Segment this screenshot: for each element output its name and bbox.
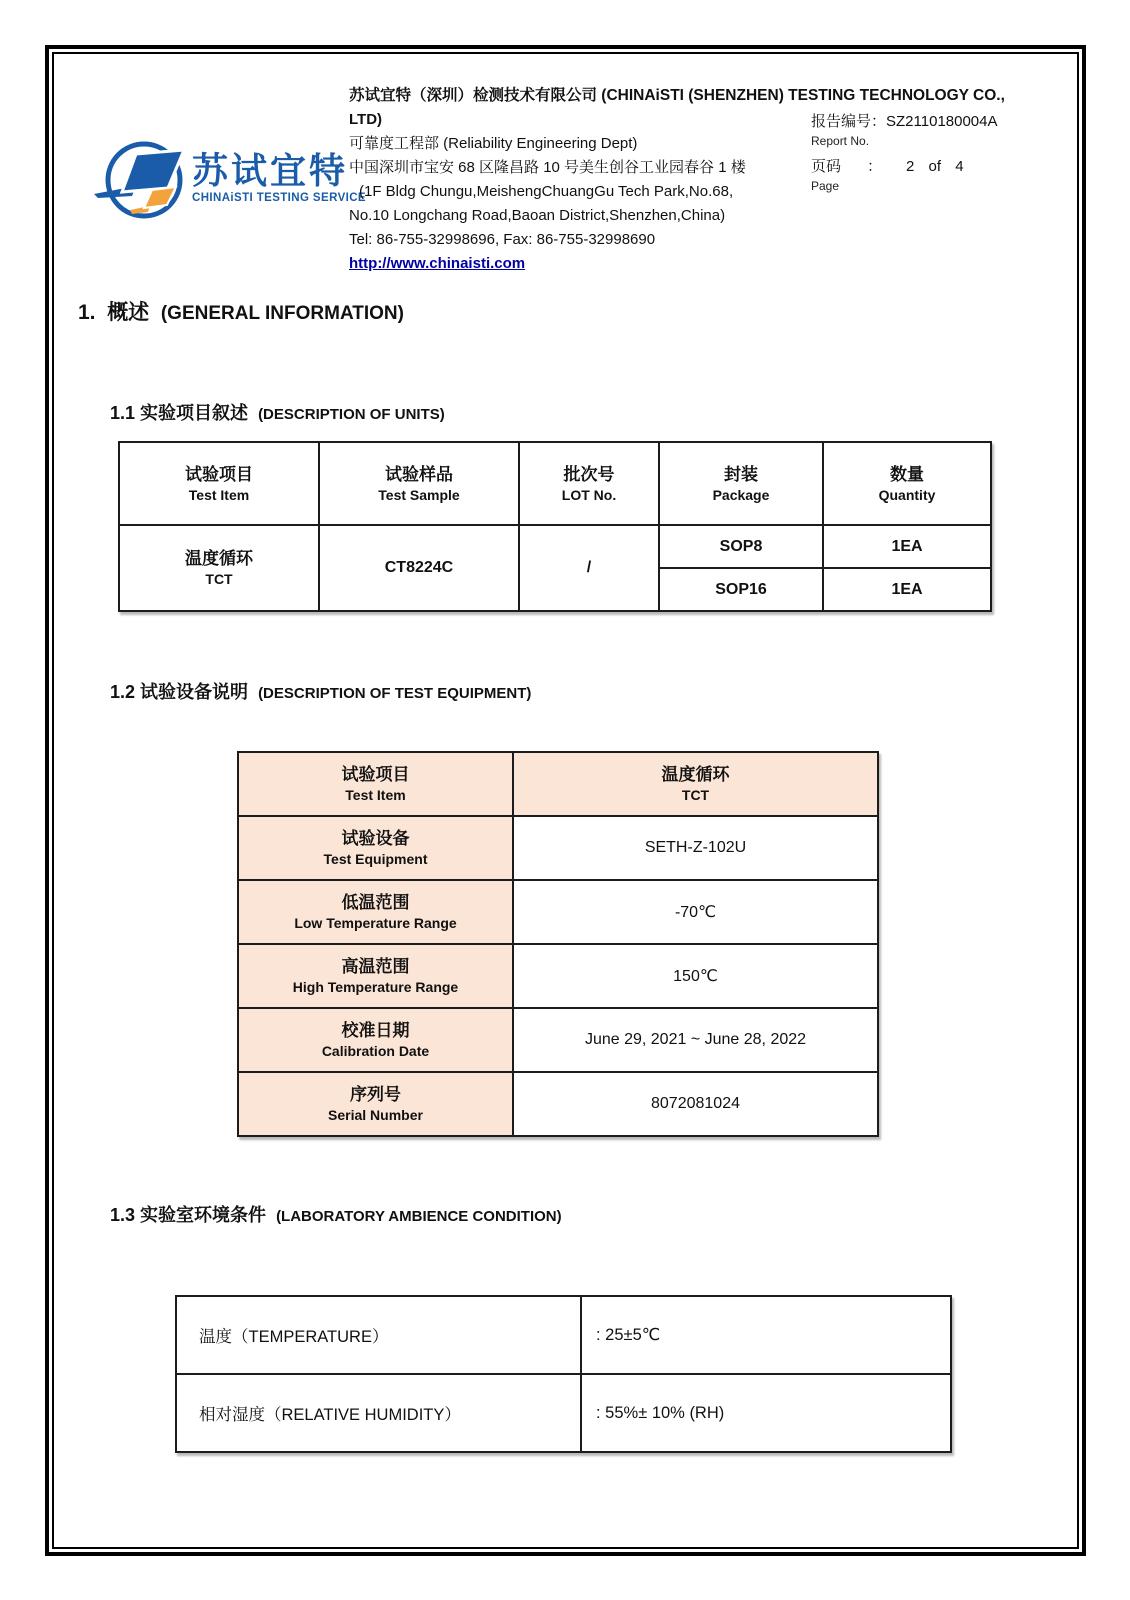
units-header-quantity: 数量 Quantity	[823, 442, 991, 525]
ambience-label-temperature: 温度（TEMPERATURE）	[176, 1296, 581, 1374]
units-cell-package-sop16: SOP16	[659, 568, 823, 611]
equipment-label-serial-number: 序列号 Serial Number	[238, 1072, 513, 1136]
ambience-value-humidity: : 55%± 10% (RH)	[581, 1374, 951, 1452]
units-header-test-sample: 试验样品 Test Sample	[319, 442, 519, 525]
units-cell-test-sample: CT8224C	[319, 525, 519, 611]
ambience-table	[175, 1295, 952, 1453]
logo-subtitle: CHINAiSTI TESTING SERVICE	[192, 192, 367, 205]
units-header-test-item: 试验项目 Test Item	[119, 442, 319, 525]
equipment-label-high-temp: 高温范围 High Temperature Range	[238, 944, 513, 1008]
company-name-line2: LTD)	[349, 111, 383, 128]
page-border-inner	[52, 52, 1079, 1549]
ambience-value-temperature: : 25±5℃	[581, 1296, 951, 1374]
company-website-link[interactable]: http://www.chinaisti.com	[349, 255, 526, 272]
units-cell-package-sop8: SOP8	[659, 525, 823, 568]
page-label: 页码	[811, 158, 842, 175]
report-no-sublabel: Report No.	[811, 134, 870, 148]
equipment-row-low-temp	[238, 880, 878, 944]
section-1-3-heading: 1.3 实验室环境条件 (LABORATORY AMBIENCE CONDITION)	[110, 1205, 562, 1225]
page-sublabel: Page	[811, 179, 840, 193]
units-header-lot-no: 批次号 LOT No.	[519, 442, 659, 525]
units-cell-quantity-sop8: 1EA	[823, 525, 991, 568]
address-zh: 中国深圳市宝安 68 区隆昌路 10 号美生创谷工业园春谷 1 楼	[349, 159, 746, 176]
page-number: 2 of 4	[906, 158, 964, 175]
equipment-label-calibration-date: 校准日期 Calibration Date	[238, 1008, 513, 1072]
equipment-row-serial-number	[238, 1072, 878, 1136]
units-table-header-row	[119, 442, 991, 525]
ambience-row-humidity	[176, 1374, 951, 1452]
equipment-value-test-item: 温度循环 TCT	[513, 752, 878, 816]
section-1-2-heading: 1.2 试验设备说明 (DESCRIPTION OF TEST EQUIPMENT)	[110, 682, 532, 702]
logo-swoosh-icon	[92, 136, 188, 220]
address-en-line2: No.10 Longchang Road,Baoan District,Shenzhen,China)	[349, 207, 726, 224]
equipment-value-test-equipment: SETH-Z-102U	[513, 816, 878, 880]
equipment-table	[237, 751, 879, 1137]
units-cell-lot-no: /	[519, 525, 659, 611]
section-1-heading: 1. 概述 (GENERAL INFORMATION)	[78, 301, 404, 324]
report-no-label: 报告编号：	[811, 113, 887, 130]
report-header	[54, 54, 1077, 276]
units-cell-test-item: 温度循环 TCT	[119, 525, 319, 611]
equipment-value-high-temp: 150℃	[513, 944, 878, 1008]
address-en-line1: (1F Bldg Chungu,MeishengChuangGu Tech Park,No.68,	[359, 183, 734, 200]
equipment-label-low-temp: 低温范围 Low Temperature Range	[238, 880, 513, 944]
report-no-value: SZ2110180004A	[886, 113, 998, 130]
equipment-label-test-item: 试验项目 Test Item	[238, 752, 513, 816]
equipment-value-low-temp: -70℃	[513, 880, 878, 944]
units-table-row-sop8	[119, 525, 991, 568]
equipment-value-calibration-date: June 29, 2021 ~ June 28, 2022	[513, 1008, 878, 1072]
equipment-row-test-equipment	[238, 816, 878, 880]
equipment-label-test-equipment: 试验设备 Test Equipment	[238, 816, 513, 880]
equipment-row-high-temp	[238, 944, 878, 1008]
department-line: 可靠度工程部 (Reliability Engineering Dept)	[349, 135, 638, 152]
report-meta: 报告编号：SZ2110180004A Report No. 页码 ： 2 of 4 Page	[811, 108, 1039, 276]
ambience-label-humidity: 相对湿度（RELATIVE HUMIDITY）	[176, 1374, 581, 1452]
logo-company-name: 苏试宜特	[192, 149, 349, 191]
equipment-row-calibration-date	[238, 1008, 878, 1072]
section-1-1-heading: 1.1 实验项目叙述 (DESCRIPTION OF UNITS)	[110, 403, 445, 423]
equipment-value-serial-number: 8072081024	[513, 1072, 878, 1136]
ambience-row-temperature	[176, 1296, 951, 1374]
page-border-outer	[45, 45, 1086, 1556]
units-cell-quantity-sop16: 1EA	[823, 568, 991, 611]
units-header-package: 封装 Package	[659, 442, 823, 525]
tel-fax-line: Tel: 86-755-32998696, Fax: 86-755-32998690	[349, 231, 656, 248]
equipment-row-test-item	[238, 752, 878, 816]
units-table	[118, 441, 992, 612]
company-name-line1: 苏试宜特（深圳）检测技术有限公司 (CHINAiSTI (SHENZHEN) TESTING TECHNOLOGY CO.,	[349, 87, 1005, 104]
